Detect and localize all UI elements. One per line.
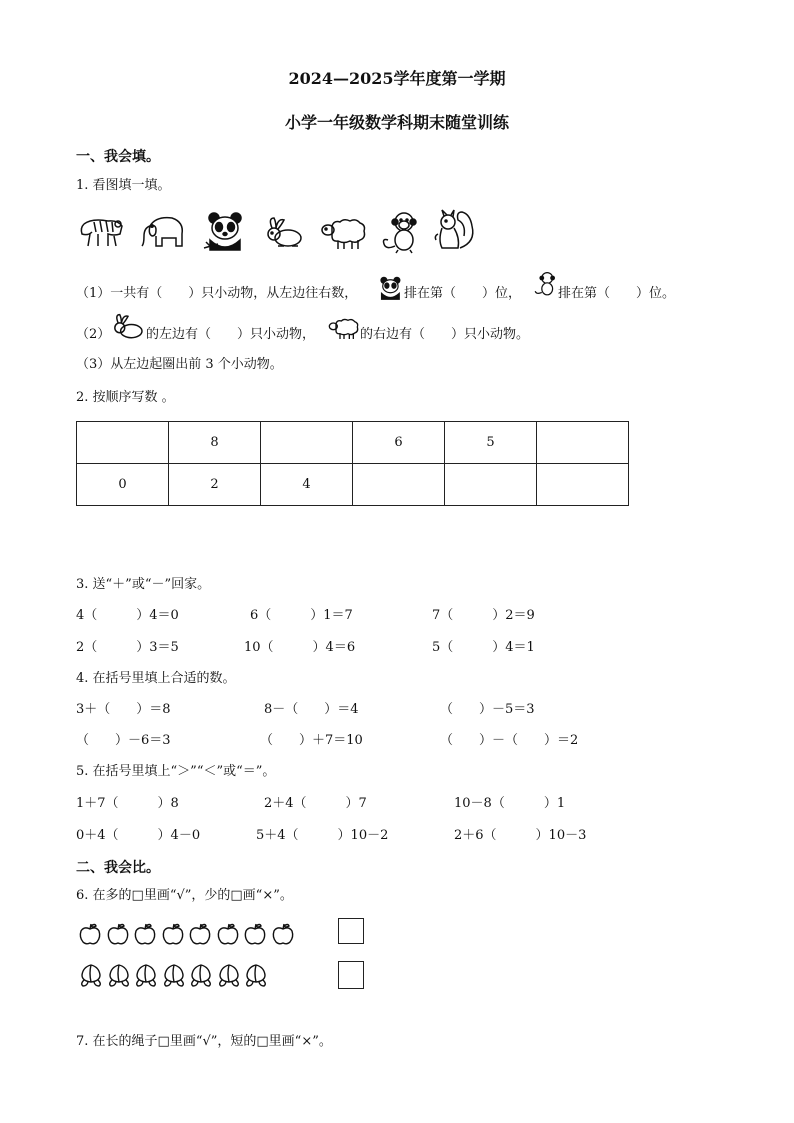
comparison-item[interactable]: 5＋4（ ）10－2: [256, 828, 389, 843]
equation-item[interactable]: 7（ ）2＝9: [432, 608, 535, 623]
table-cell[interactable]: 6: [353, 422, 445, 464]
equation-item[interactable]: （ ）＋7＝10: [260, 733, 363, 748]
rabbit-inline-icon: [110, 313, 146, 341]
sheep-icon: [320, 216, 368, 252]
table-cell[interactable]: 2: [169, 464, 261, 506]
comparison-item[interactable]: 2＋6（ ）10－3: [454, 828, 587, 843]
panda-icon: [204, 210, 248, 252]
question-1-line-2-part-c: 的右边有（ ）只小动物。: [360, 327, 530, 342]
comparison-item[interactable]: 10－8（ ）1: [454, 796, 566, 811]
panda-inline-icon: [378, 275, 404, 301]
question-7-prompt: 7. 在长的绳子□里画“√”，短的□里画“×”。: [76, 1034, 332, 1049]
equation-item[interactable]: 5（ ）4＝1: [432, 640, 535, 655]
apple-icon: [271, 922, 295, 946]
question-5-prompt: 5. 在括号里填上“＞”“＜”或“＝”。: [76, 764, 276, 779]
apple-icon: [216, 922, 240, 946]
equation-item[interactable]: 10（ ）4＝6: [244, 640, 356, 655]
monkey-icon: [382, 210, 422, 254]
peach-icon: [216, 962, 242, 988]
table-row: [77, 464, 629, 506]
table-cell[interactable]: 5: [445, 422, 537, 464]
apple-icon: [133, 922, 157, 946]
comparison-item[interactable]: 1＋7（ ）8: [76, 796, 179, 811]
table-cell[interactable]: 4: [261, 464, 353, 506]
apple-icon: [161, 922, 185, 946]
question-1-line-2-part-b: 的左边有（ ）只小动物，: [146, 327, 316, 342]
peach-icon: [106, 962, 132, 988]
equation-item[interactable]: 3＋（ ）＝8: [76, 702, 171, 717]
apple-icon: [78, 922, 102, 946]
peach-row: [78, 962, 308, 990]
peach-icon: [243, 962, 269, 988]
fewer-answer-box[interactable]: [338, 961, 364, 989]
question-6-prompt: 6. 在多的□里画“√”，少的□画“×”。: [76, 888, 293, 903]
monkey-inline-icon: [534, 270, 558, 298]
question-2-prompt: 2. 按顺序写数 。: [76, 390, 175, 405]
question-1-prompt: 1. 看图填一填。: [76, 178, 171, 193]
question-1-line-1-part-b: 排在第（ ）位，: [404, 286, 522, 301]
table-cell[interactable]: [445, 464, 537, 506]
equation-item[interactable]: （ ）－6＝3: [76, 733, 171, 748]
peach-icon: [133, 962, 159, 988]
equation-item[interactable]: 6（ ）1＝7: [250, 608, 353, 623]
equation-item[interactable]: 4（ ）4＝0: [76, 608, 179, 623]
question-1-line-2-part-a: （2）: [76, 327, 111, 342]
table-cell[interactable]: [537, 422, 629, 464]
peach-icon: [78, 962, 104, 988]
apple-icon: [188, 922, 212, 946]
table-cell[interactable]: 8: [169, 422, 261, 464]
table-cell[interactable]: [537, 464, 629, 506]
comparison-item[interactable]: 2＋4（ ）7: [264, 796, 367, 811]
paper-title: 2024—2025学年度第一学期: [288, 69, 506, 88]
more-answer-box[interactable]: [338, 918, 364, 944]
question-1-line-3: （3）从左边起圈出前 3 个小动物。: [76, 357, 283, 372]
peach-icon: [188, 962, 214, 988]
apple-row: [78, 922, 308, 948]
question-1-line-1-part-a: （1）一共有（ ）只小动物，从左边往右数，: [76, 286, 358, 301]
question-3-prompt: 3. 送“＋”或“－”回家。: [76, 577, 211, 592]
number-sequence-table: [76, 421, 629, 506]
paper-subtitle: 小学一年级数学科期末随堂训练: [284, 113, 509, 132]
apple-icon: [243, 922, 267, 946]
question-4-prompt: 4. 在括号里填上合适的数。: [76, 671, 236, 686]
question-1-line-1-part-c: 排在第（ ）位。: [558, 286, 676, 301]
animal-row: [76, 208, 476, 258]
comparison-item[interactable]: 0＋4（ ）4－0: [76, 828, 201, 843]
table-cell[interactable]: 0: [77, 464, 169, 506]
table-cell[interactable]: [353, 464, 445, 506]
peach-icon: [161, 962, 187, 988]
table-cell[interactable]: [261, 422, 353, 464]
equation-item[interactable]: 8－（ ）＝4: [264, 702, 359, 717]
table-cell[interactable]: [77, 422, 169, 464]
apple-icon: [106, 922, 130, 946]
rabbit-icon: [264, 216, 304, 250]
equation-item[interactable]: （ ）－5＝3: [440, 702, 535, 717]
elephant-icon: [138, 212, 186, 252]
squirrel-icon: [432, 208, 476, 254]
section-heading-2: 二、我会比。: [76, 860, 160, 876]
equation-item[interactable]: （ ）－（ ）＝2: [440, 733, 579, 748]
sheep-inline-icon: [328, 317, 360, 341]
table-row: [77, 422, 629, 464]
equation-item[interactable]: 2（ ）3＝5: [76, 640, 179, 655]
tiger-icon: [78, 212, 126, 250]
section-heading-1: 一、我会填。: [76, 149, 160, 165]
